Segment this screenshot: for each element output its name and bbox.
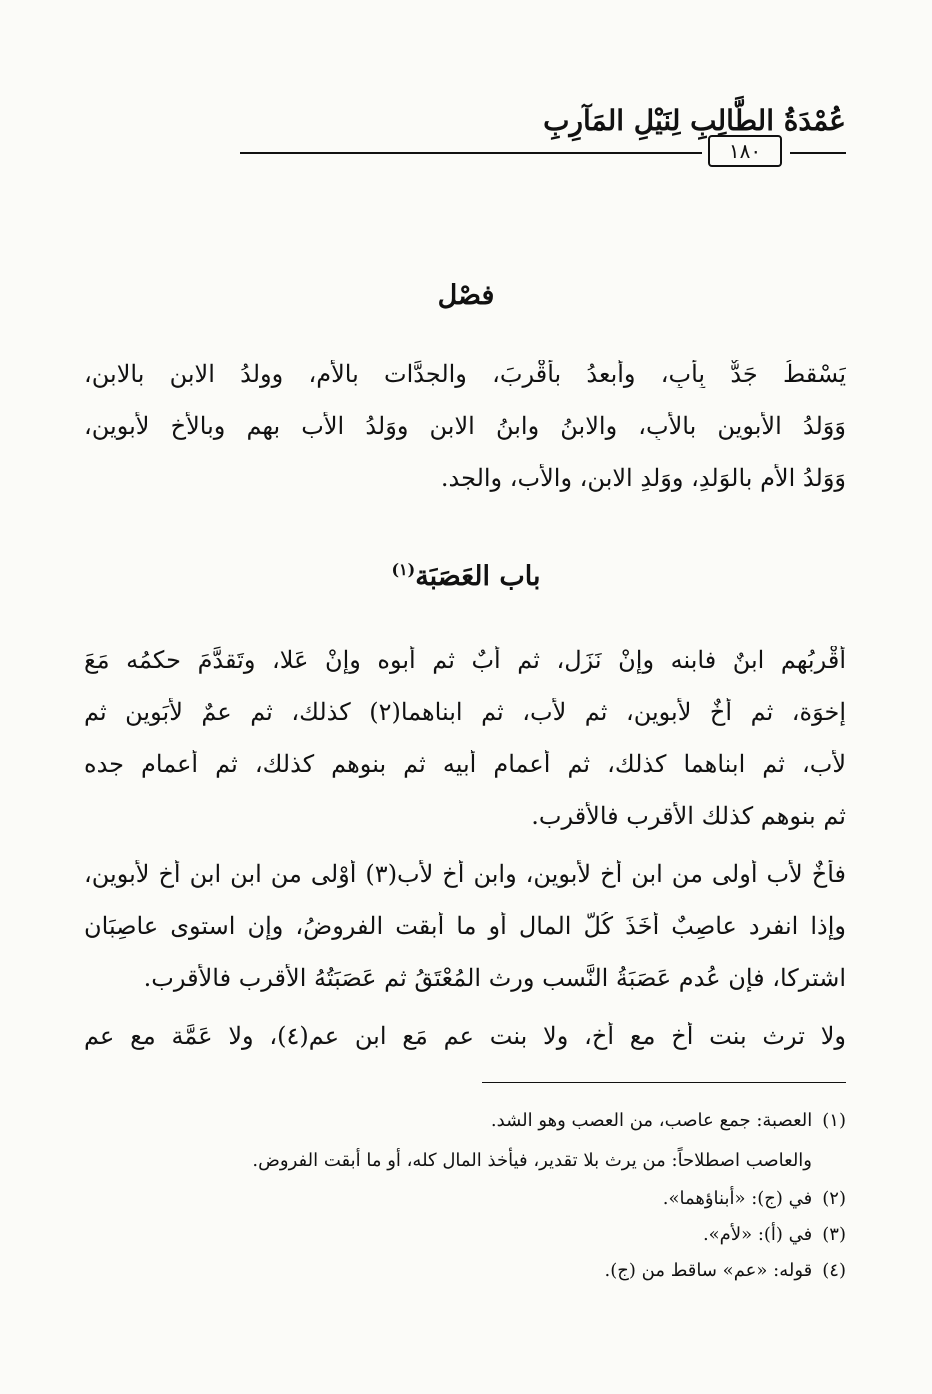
text-line: ثم بنوهم كذلك الأقرب فالأقرب. xyxy=(531,802,846,830)
footnote-text: في (ج): «أبناؤهما». xyxy=(662,1188,813,1209)
text-line: ولا ترث بنت أخ مع أخ، ولا بنت عم مَع ابن عم(٤)، ولا عَمَّة مع عم xyxy=(84,1022,846,1050)
footnote xyxy=(84,1110,846,1131)
text-line: اشتركا، فإن عُدم عَصَبَةُ النَّسب ورث المُعْتَقُ ثم عَصَبَتُهُ الأقرب فالأقرب. xyxy=(143,964,846,992)
text-line: وَوَلدُ الأُم بالوَلدِ، ووَلدِ الابن، والأب، والجد. xyxy=(440,464,846,492)
footnote-text: في (أ): «لأم». xyxy=(702,1224,813,1245)
chapter-title: باب العَصَبَة xyxy=(415,561,541,592)
header-rule-left xyxy=(240,152,702,154)
text-line: إخوَة، ثم أَخٌ لأبوين، ثم لأب، ثم ابناهما(٢) كذلك، ثم عمٌ لأبَوين ثم xyxy=(84,698,846,726)
footnote-number: (١) xyxy=(822,1110,846,1131)
footnote-separator xyxy=(482,1082,846,1083)
section-title-fasl: فصْل xyxy=(437,280,495,311)
text-line: وَوَلدُ الأَبوينِ بالأَبِ، والابنُ وابنُ الابنِ ووَلدُ الأَب بهم وبالأخِ لأبوين، xyxy=(84,412,846,440)
text-line: أَقْربُهم ابنٌ فابنه وإنْ نَزَل، ثم أبٌ ثم أبوه وإنْ عَلا، وتَقدَّمَ حكمُه مَعَ xyxy=(84,646,846,674)
text-line: فأخٌ لأب أولى من ابن أخ لأبوين، وابن أخ لأب(٣) أَوْلى من ابن ابن أخ لأبوين، xyxy=(84,860,846,888)
footnote-text: قوله: «عم» ساقط من (ج). xyxy=(604,1260,813,1281)
section-title-asaba xyxy=(0,560,932,592)
footnote xyxy=(84,1224,846,1245)
footnote xyxy=(84,1188,846,1209)
text-line: لأب، ثم ابناهما كذلك، ثم أعمام أبيه ثم بنوهم كذلك، ثم أعمام جده xyxy=(84,750,846,778)
text-line: يَسْقطُ جَدٌّ بِأَبٍ، وأَبعدُ بأَقْربَ، والجدَّات بالأُم، وولدُ الابنِ بالابنِ، xyxy=(84,360,846,388)
footnote-number: (٤) xyxy=(822,1260,846,1281)
text-line: وإذا انفرد عاصِبٌ أَخَذَ كُلَّ المال أو ما أبقت الفروضُ، وإن استوى عاصِبَان xyxy=(84,912,846,940)
footnote xyxy=(50,1150,812,1171)
footnote-text: والعاصب اصطلاحاً: من يرث بلا تقدير، فيأخذ المال كله، أو ما أبقت الفروض. xyxy=(252,1150,812,1171)
page-number: ١٨٠ xyxy=(708,135,782,167)
footnote-ref: (١) xyxy=(391,560,416,579)
running-title: عُمْدَةُ الطَّالِبِ لِنَيْلِ المَآرِبِ xyxy=(543,104,846,137)
footnote xyxy=(84,1260,846,1281)
footnote-number: (٢) xyxy=(822,1188,846,1209)
footnote-number: (٣) xyxy=(822,1224,846,1245)
footnote-text: العصبة: جمع عاصب، من العصب وهو الشد. xyxy=(490,1110,813,1131)
header-rule-right xyxy=(790,152,846,154)
